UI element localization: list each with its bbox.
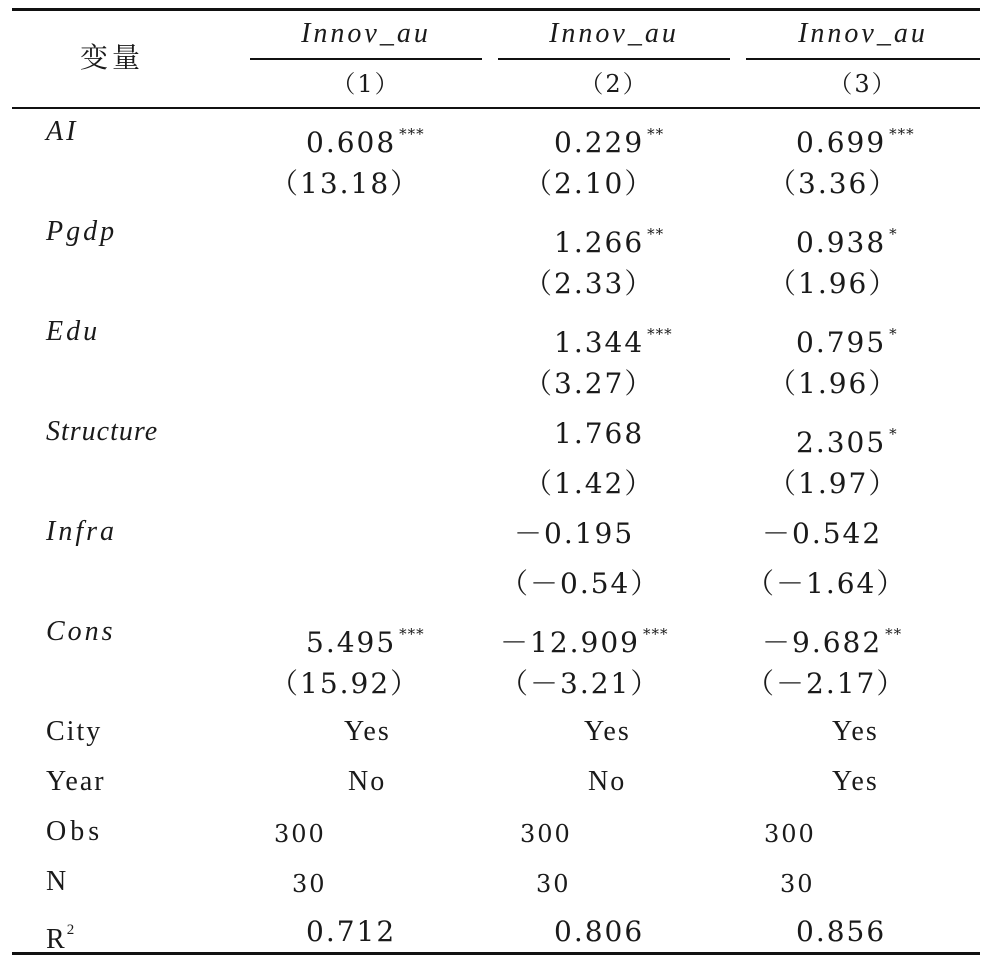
coef: 5.495 *** — [306, 625, 425, 659]
coef: －0.195 — [514, 517, 635, 550]
coef: 1.344 *** — [554, 325, 673, 359]
control-value: 30 — [292, 870, 327, 898]
tstat: （1.96） — [768, 367, 899, 400]
control-value: No — [588, 766, 627, 797]
control-label: Year — [46, 766, 106, 797]
tstat: （3.36） — [768, 167, 899, 200]
tstat: （－2.17） — [746, 667, 907, 700]
header-subrule-2 — [498, 58, 730, 60]
header-subrule-1 — [250, 58, 482, 60]
coef: －9.682 ** — [762, 625, 903, 659]
r2-label: $R^2$ — [46, 922, 77, 955]
r2-value: 0.856 — [796, 915, 887, 948]
control-value: Yes — [584, 716, 631, 747]
top-rule — [12, 8, 980, 11]
header-depvar-3: Innov_au — [798, 18, 928, 49]
header-variable-label: 变量 — [80, 41, 145, 74]
var-label: Infra — [46, 516, 117, 547]
tstat: （3.27） — [524, 367, 655, 400]
var-label: Pgdp — [46, 216, 118, 247]
control-value: Yes — [344, 716, 391, 747]
coef: 1.768 — [554, 417, 645, 450]
tstat: （1.97） — [768, 467, 899, 500]
tstat: （1.42） — [524, 467, 655, 500]
tstat: （2.10） — [524, 167, 655, 200]
control-value: No — [348, 766, 387, 797]
coef: 1.266 ** — [554, 225, 665, 259]
header-bottom-rule — [12, 107, 980, 109]
header-col-num-2: （2） — [579, 70, 649, 98]
tstat: （1.96） — [768, 267, 899, 300]
control-label: Obs — [46, 816, 104, 847]
control-label: City — [46, 716, 103, 747]
control-value: 300 — [274, 820, 326, 848]
coef: 0.229 ** — [554, 125, 665, 159]
coef: 0.699 *** — [796, 125, 915, 159]
var-label: Cons — [46, 616, 116, 647]
header-col-num-1: （1） — [331, 70, 401, 98]
var-label: Edu — [46, 316, 101, 347]
header-depvar-1: Innov_au — [301, 18, 431, 49]
control-value: Yes — [832, 766, 879, 797]
bottom-rule — [12, 952, 980, 955]
coef: 2.305 * — [796, 425, 898, 459]
control-value: 30 — [536, 870, 571, 898]
coef: 0.795 * — [796, 325, 898, 359]
header-depvar-2: Innov_au — [549, 18, 679, 49]
control-value: 300 — [764, 820, 816, 848]
control-value: 30 — [780, 870, 815, 898]
coef: －12.909 *** — [500, 625, 669, 659]
tstat: （15.92） — [270, 667, 421, 700]
coef: 0.608 *** — [306, 125, 425, 159]
tstat: （－0.54） — [500, 567, 661, 600]
var-label: AI — [46, 116, 79, 147]
tstat: （－1.64） — [746, 567, 907, 600]
control-label: N — [46, 866, 69, 897]
tstat: （－3.21） — [500, 667, 661, 700]
r2-value: 0.712 — [306, 915, 397, 948]
header-col-num-3: （3） — [828, 70, 898, 98]
coef: 0.938 * — [796, 225, 898, 259]
tstat: （13.18） — [270, 167, 421, 200]
tstat: （2.33） — [524, 267, 655, 300]
r2-value: 0.806 — [554, 915, 645, 948]
control-value: 300 — [520, 820, 572, 848]
header-subrule-3 — [746, 58, 980, 60]
coef: －0.542 — [762, 517, 883, 550]
var-label: Structure — [46, 416, 159, 447]
control-value: Yes — [832, 716, 879, 747]
